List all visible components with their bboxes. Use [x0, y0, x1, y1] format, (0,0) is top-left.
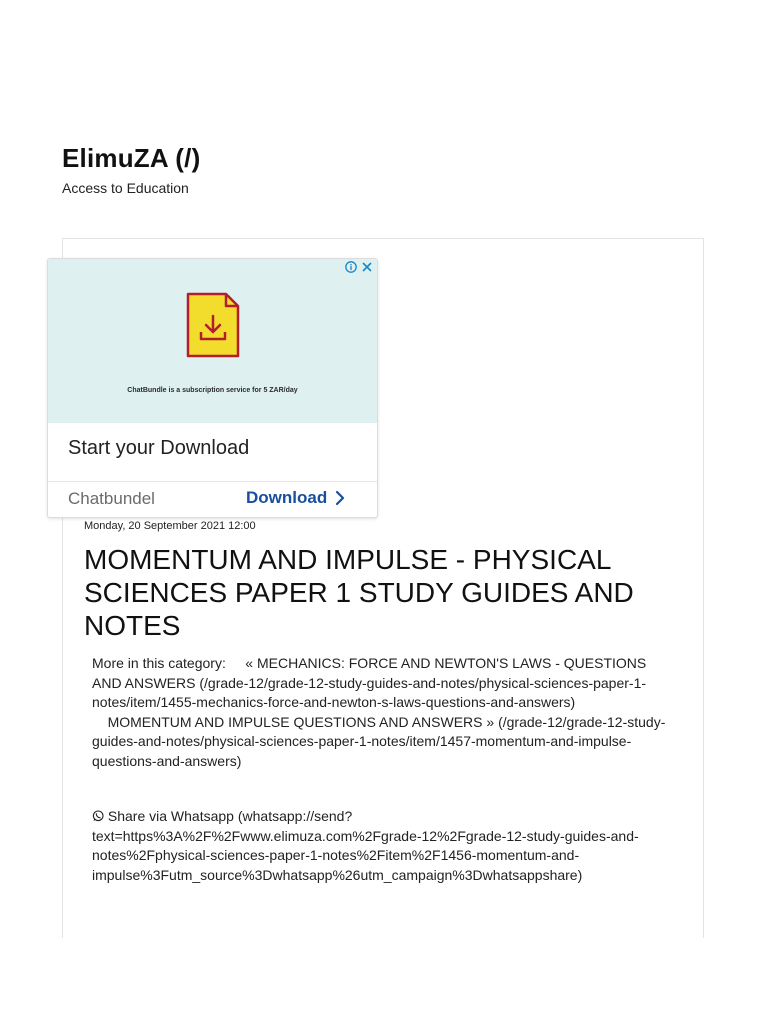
site-tagline: Access to Education: [62, 180, 189, 196]
ad-headline[interactable]: Start your Download: [68, 437, 250, 459]
ad-image-area[interactable]: [48, 259, 377, 423]
ad-download-label: Download: [246, 488, 328, 507]
post-date: Monday, 20 September 2021 12:00: [84, 520, 256, 532]
ad-controls: [345, 261, 373, 273]
ad-fineprint: ChatBundle is a subscription service for 5 ZAR/day: [127, 387, 298, 394]
info-icon[interactable]: [345, 261, 357, 273]
site-title[interactable]: ElimuZA (/): [62, 143, 201, 173]
page-title: MOMENTUM AND IMPULSE - PHYSICAL SCIENCES PAPER 1 STUDY GUIDES AND NOTES: [84, 544, 634, 641]
download-file-icon: [186, 292, 240, 358]
previous-article-link[interactable]: « MECHANICS: FORCE AND NEWTON'S LAWS - QUESTIONS AND ANSWERS (/grade-12/grade-12-study-guides-and-notes/physical-sciences-paper-1-notes/item/1455-mechanics-force-and-newton-s-laws-questions-and-answers): [92, 655, 647, 710]
ad-download-button[interactable]: [246, 488, 345, 508]
category-nav: [92, 654, 672, 771]
ad-divider: [48, 481, 377, 482]
ad-banner[interactable]: [47, 258, 378, 518]
share-section: [92, 807, 672, 885]
category-nav-label: More in this category:: [92, 655, 226, 671]
next-article-link[interactable]: MOMENTUM AND IMPULSE QUESTIONS AND ANSWERS » (/grade-12/grade-12-study-guides-and-notes/physical-sciences-paper-1-notes/item/1457-momentum-and-impulse-questions-and-answers): [92, 713, 666, 769]
chevron-right-icon: [335, 490, 345, 506]
whatsapp-icon: [92, 810, 104, 822]
ad-advertiser-name: Chatbundel: [68, 489, 155, 508]
close-icon[interactable]: [361, 261, 373, 273]
share-whatsapp-link[interactable]: Share via Whatsapp (whatsapp://send?text=https%3A%2F%2Fwww.elimuza.com%2Fgrade-12%2Fgrade-12-study-guides-and-notes%2Fphysical-sciences-paper-1-notes%2Fitem%2F1456-momentum-and-impulse%3Futm_source%3Dwhatsapp%26utm_campaign%3Dwhatsappshare): [92, 808, 639, 883]
